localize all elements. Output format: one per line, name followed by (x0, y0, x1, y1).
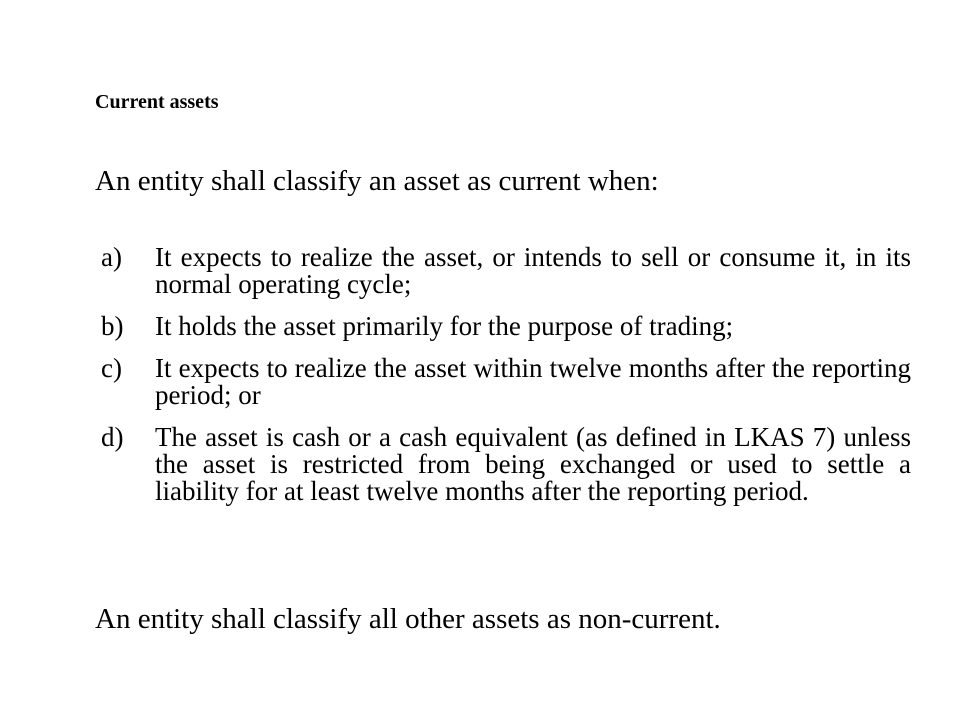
list-marker: a) (101, 242, 122, 272)
criteria-item-d (95, 424, 911, 505)
criteria-text: It holds the asset primarily for the purpose of trading; (155, 311, 734, 341)
criteria-list (95, 244, 911, 520)
criteria-item-c (95, 355, 911, 409)
list-marker: b) (101, 311, 124, 341)
criteria-text: The asset is cash or a cash equivalent (as defined in LKAS 7) unless the asset is restricted from being exchanged or used to settle a liability for at least twelve months after the reporting period. (155, 422, 911, 506)
closing-statement: An entity shall classify all other assets as non-current. (95, 603, 721, 635)
criteria-item-a (95, 244, 911, 298)
criteria-text: It expects to realize the asset within twelve months after the reporting period; or (155, 353, 911, 410)
criteria-item-b (95, 313, 911, 340)
list-marker: c) (101, 353, 122, 383)
intro-statement: An entity shall classify an asset as current when: (95, 165, 659, 197)
criteria-text: It expects to realize the asset, or intends to sell or consume it, in its normal operating cycle; (155, 242, 911, 299)
list-marker: d) (101, 422, 124, 452)
section-heading: Current assets (95, 91, 219, 113)
